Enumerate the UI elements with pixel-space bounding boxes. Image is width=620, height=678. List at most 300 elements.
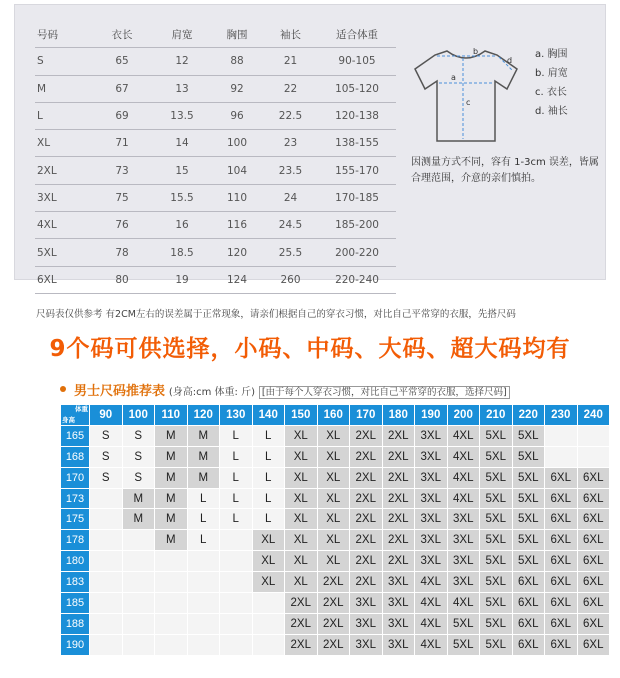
size-recommendation-cell: 3XL [415,446,448,467]
size-recommendation-cell [90,488,123,509]
size-recommendation-cell: XL [285,425,318,446]
size-recommendation-cell: 3XL [382,572,415,593]
size-row [35,102,396,129]
size-value-cell: 14 [175,137,189,150]
size-value-cell: 200-220 [335,246,379,259]
size-recommendation-cell: S [122,446,155,467]
size-recommendation-cell [545,425,578,446]
size-recommendation-cell: 5XL [480,593,513,614]
size-recommendation-cell: L [220,425,253,446]
size-chart-table [35,21,396,294]
size-label-cell: XL [37,137,51,150]
measurement-note: 因测量方式不同，容有 1-3cm 误差，皆属合理范围，介意的亲们慎拍。 [411,157,599,184]
weight-header-cell: 110 [155,405,188,426]
size-recommendation-cell: XL [252,551,285,572]
size-recommendation-cell: 5XL [512,551,545,572]
size-recommendation-cell: 3XL [382,613,415,634]
size-recommendation-cell: XL [285,530,318,551]
size-label-cell: 2XL [37,164,57,177]
size-value-cell: 22.5 [278,110,303,123]
size-recommendation-cell: 6XL [545,467,578,488]
size-recommendation-cell: 4XL [447,425,480,446]
tshirt-outline [415,51,517,141]
size-recommendation-cell: 6XL [545,551,578,572]
size-value-cell: 124 [226,273,248,286]
size-recommendation-cell: 5XL [480,425,513,446]
size-recommendation-cell: 2XL [382,530,415,551]
size-recommendation-cell: 5XL [480,509,513,530]
size-recommendation-cell [220,613,253,634]
corner-weight-label: 体重 [75,406,88,413]
size-recommendation-cell: 2XL [350,467,383,488]
corner-height-label: 身高 [62,416,75,424]
size-value-cell: 23.5 [278,164,303,177]
size-value-cell: 110 [226,191,248,204]
size-value-cell: 23 [283,137,298,150]
diagram-label-c: c [466,98,471,107]
size-recommendation-cell: 3XL [350,593,383,614]
size-label-cell: 6XL [37,273,57,286]
size-recommendation-cell [155,551,188,572]
size-recommendation-cell: 6XL [577,551,610,572]
size-value-cell: 105-120 [335,82,379,95]
size-recommendation-cell: 3XL [350,634,383,655]
size-recommendation-cell: 2XL [285,634,318,655]
recommend-table [60,404,610,656]
height-row [61,509,610,530]
header-cell: 适合体重 [336,28,378,41]
size-recommendation-cell: L [220,446,253,467]
size-recommendation-cell: 5XL [480,467,513,488]
height-row [61,446,610,467]
height-header-cell: 183 [61,572,90,593]
height-row [61,572,610,593]
size-value-cell: 13 [175,82,189,95]
corner-cell [61,405,90,426]
size-recommendation-cell: 2XL [350,425,383,446]
size-recommendation-cell: XL [317,509,350,530]
recommend-subtitle: (身高:cm 体重: 斤) [168,387,255,398]
size-recommendation-cell: XL [317,446,350,467]
size-label-cell: 3XL [37,191,57,204]
size-recommendation-cell: XL [285,446,318,467]
size-recommendation-cell: 6XL [545,593,578,614]
size-recommendation-cell: XL [317,488,350,509]
size-recommendation-cell: 2XL [382,425,415,446]
size-value-cell: 80 [115,273,129,286]
size-value-cell: 67 [115,82,129,95]
height-row [61,613,610,634]
header-cell: 袖长 [280,28,301,41]
size-value-cell: 220-240 [335,273,379,286]
size-recommendation-cell: 4XL [415,613,448,634]
size-recommendation-cell: M [122,509,155,530]
height-header-cell: 170 [61,467,90,488]
size-recommendation-cell [90,613,123,634]
height-header-cell: 173 [61,488,90,509]
size-recommendation-cell: L [252,509,285,530]
size-recommendation-cell [252,593,285,614]
size-value-cell: 155-170 [335,164,379,177]
height-row [61,634,610,655]
size-recommendation-cell: 6XL [545,613,578,634]
size-recommendation-cell: 6XL [512,613,545,634]
size-value-cell: 15 [175,164,189,177]
weight-header-cell: 210 [480,405,513,426]
size-value-cell: 71 [115,137,129,150]
headline-banner: 9个码可供选择，小码、中码、大码、超大码均有 [49,336,571,362]
weight-header-cell: 150 [285,405,318,426]
size-recommendation-cell: 6XL [545,634,578,655]
size-recommendation-cell: 5XL [512,488,545,509]
size-recommendation-cell: M [187,425,220,446]
size-recommendation-cell: 6XL [545,572,578,593]
height-header-cell: 178 [61,530,90,551]
size-value-cell: 120 [226,246,248,259]
size-recommendation-cell: L [220,509,253,530]
size-recommendation-cell: 6XL [512,572,545,593]
size-recommendation-cell: 3XL [382,634,415,655]
size-recommendation-cell [122,593,155,614]
size-recommendation-cell: 2XL [317,613,350,634]
size-value-cell: 76 [115,219,129,232]
height-row [61,530,610,551]
size-chart-header-row [35,21,396,48]
size-recommendation-cell: 2XL [382,488,415,509]
size-recommendation-cell: 3XL [447,551,480,572]
size-recommendation-cell: 2XL [285,613,318,634]
size-recommendation-cell: 5XL [512,425,545,446]
size-recommendation-cell: XL [285,488,318,509]
weight-header-cell: 90 [90,405,123,426]
weight-header-cell: 190 [415,405,448,426]
size-value-cell: 90-105 [338,55,376,68]
size-recommendation-cell [90,551,123,572]
size-recommendation-cell: 5XL [480,613,513,634]
size-recommendation-cell: S [122,425,155,446]
size-recommendation-cell: 2XL [285,593,318,614]
size-value-cell: 21 [283,55,298,68]
size-value-cell: 22 [283,82,298,95]
size-recommendation-cell: XL [317,425,350,446]
size-recommendation-cell [90,593,123,614]
size-recommendation-cell: 2XL [382,551,415,572]
size-recommendation-cell: M [155,530,188,551]
size-value-cell: 24 [283,191,298,204]
size-value-cell: 185-200 [335,219,379,232]
size-recommendation-cell [187,593,220,614]
size-value-cell: 19 [175,273,189,286]
size-label-cell: L [37,110,43,123]
size-recommendation-cell: 3XL [415,488,448,509]
recommend-body [61,425,610,655]
size-recommendation-cell: M [187,446,220,467]
size-recommendation-cell: M [155,467,188,488]
size-label-cell: 5XL [37,246,57,259]
size-recommendation-cell [90,572,123,593]
size-recommendation-cell: 5XL [480,551,513,572]
weight-header-cell: 200 [447,405,480,426]
recommend-title-bar [74,380,510,399]
size-recommendation-cell [252,613,285,634]
size-recommendation-cell [155,634,188,655]
weight-header-cell: 130 [220,405,253,426]
size-recommendation-cell: L [252,467,285,488]
size-recommendation-cell: 2XL [382,467,415,488]
size-value-cell: 260 [280,273,301,286]
size-row [35,130,396,157]
size-recommendation-cell [122,530,155,551]
size-recommendation-cell [122,551,155,572]
size-recommendation-cell: L [252,446,285,467]
size-recommendation-cell: L [220,488,253,509]
size-recommendation-cell [220,530,253,551]
size-recommendation-cell: 3XL [447,509,480,530]
size-recommendation-cell: 3XL [415,509,448,530]
size-value-cell: 170-185 [335,191,379,204]
size-recommendation-cell: XL [317,530,350,551]
diagram-label-a: a [451,73,456,82]
size-value-cell: 18.5 [170,246,194,259]
size-recommendation-cell: L [252,488,285,509]
size-value-cell: 25.5 [278,246,303,259]
size-recommendation-cell: 2XL [350,551,383,572]
recommend-note: [由于每个人穿衣习惯，对比自己平常穿的衣服，选择尺码] [259,386,510,399]
size-value-cell: 69 [115,110,129,123]
header-cell: 肩宽 [171,28,193,41]
size-recommendation-cell: 5XL [447,634,480,655]
size-recommendation-cell [220,634,253,655]
bullet-dot-icon [60,386,66,392]
reference-note: 尺码表仅供参考 有2CM左右的误差属于正常现象，请亲们根据自己的穿衣习惯，对比自己平常穿的衣服，先搭尺码 [36,309,516,320]
size-chart-body [35,48,396,294]
size-recommendation-cell: 6XL [577,613,610,634]
height-row [61,425,610,446]
size-recommendation-cell: 6XL [577,572,610,593]
recommend-title: 男士尺码推荐表 [74,384,166,399]
height-header-cell: 180 [61,551,90,572]
size-value-cell: 120-138 [335,110,379,123]
size-recommendation-cell: L [187,488,220,509]
size-recommendation-cell: 3XL [415,551,448,572]
header-cell: 号码 [37,28,58,41]
size-recommendation-cell: 3XL [447,572,480,593]
size-recommendation-cell: 2XL [317,572,350,593]
size-chart-card [14,4,606,286]
height-header-cell: 190 [61,634,90,655]
size-recommendation-cell: 2XL [350,446,383,467]
size-recommendation-cell [122,613,155,634]
size-recommendation-cell: 4XL [447,467,480,488]
size-recommendation-cell [155,593,188,614]
size-recommendation-cell: 5XL [447,613,480,634]
size-recommendation-cell: 2XL [382,509,415,530]
size-recommendation-cell: XL [252,530,285,551]
size-recommendation-cell [90,530,123,551]
size-recommendation-cell: 5XL [512,446,545,467]
size-recommendation-cell [187,572,220,593]
size-value-cell: 24.5 [278,219,303,232]
diagram-label-b: b [473,47,479,56]
height-header-cell: 188 [61,613,90,634]
header-cell: 衣长 [111,28,133,41]
size-recommendation-cell: 4XL [447,446,480,467]
size-recommendation-cell: M [122,488,155,509]
size-recommendation-cell: XL [285,467,318,488]
size-recommendation-cell [187,551,220,572]
size-recommendation-cell: 5XL [512,467,545,488]
weight-header-cell: 100 [122,405,155,426]
weight-header-cell: 230 [545,405,578,426]
size-recommendation-cell: S [90,467,123,488]
size-recommendation-cell: XL [285,551,318,572]
size-value-cell: 73 [115,164,129,177]
legend-item: b. 肩宽 [535,68,568,79]
size-recommendation-cell: M [187,467,220,488]
size-recommendation-cell: 2XL [350,488,383,509]
size-recommendation-cell [155,613,188,634]
size-recommendation-cell: 4XL [415,593,448,614]
weight-header-cell: 170 [350,405,383,426]
size-recommendation-cell: 6XL [577,467,610,488]
height-row [61,551,610,572]
height-row [61,488,610,509]
size-recommendation-cell: L [252,425,285,446]
size-value-cell: 78 [115,246,129,259]
size-recommendation-cell: 6XL [512,634,545,655]
size-recommendation-cell: 6XL [545,488,578,509]
size-recommendation-cell: 5XL [480,572,513,593]
height-header-cell: 165 [61,425,90,446]
size-label-cell: 4XL [37,219,57,232]
size-recommendation-cell: 2XL [317,634,350,655]
size-value-cell: 92 [230,82,244,95]
size-value-cell: 16 [175,219,189,232]
size-recommendation-cell: 3XL [350,613,383,634]
size-recommendation-cell: XL [317,551,350,572]
legend-item: c. 衣长 [535,87,567,98]
size-row [35,75,396,102]
height-header-cell: 168 [61,446,90,467]
size-recommendation-cell: M [155,488,188,509]
size-value-cell: 13.5 [170,110,194,123]
size-recommendation-cell: 4XL [415,634,448,655]
size-recommendation-cell: 6XL [577,593,610,614]
size-recommendation-cell: 3XL [382,593,415,614]
size-value-cell: 88 [230,55,244,68]
size-value-cell: 12 [175,55,189,68]
size-recommendation-cell: 6XL [577,634,610,655]
size-row [35,48,396,75]
size-value-cell: 138-155 [335,137,379,150]
size-recommendation-cell: 6XL [545,509,578,530]
size-recommendation-cell: 5XL [480,446,513,467]
size-recommendation-cell: 3XL [415,467,448,488]
size-recommendation-cell: M [155,425,188,446]
size-recommendation-cell: 3XL [415,425,448,446]
height-row [61,593,610,614]
size-recommendation-cell: 5XL [480,634,513,655]
size-row [35,184,396,211]
size-recommendation-cell [577,425,610,446]
size-value-cell: 15.5 [170,191,194,204]
size-recommendation-cell: 2XL [350,572,383,593]
size-label-cell: S [37,55,44,68]
size-recommendation-cell: XL [285,509,318,530]
size-recommendation-cell: L [187,530,220,551]
size-recommendation-cell [90,509,123,530]
height-header-cell: 175 [61,509,90,530]
size-recommendation-cell: 2XL [317,593,350,614]
size-recommendation-cell: XL [252,572,285,593]
size-recommendation-cell: L [187,509,220,530]
size-recommendation-cell: 6XL [577,530,610,551]
size-recommendation-cell: 4XL [415,572,448,593]
size-recommendation-cell [220,593,253,614]
size-value-cell: 104 [226,164,248,177]
size-recommendation-cell: 5XL [480,530,513,551]
header-cell: 胸围 [226,28,248,41]
size-recommendation-cell: 2XL [350,509,383,530]
size-value-cell: 75 [115,191,129,204]
size-value-cell: 100 [226,137,248,150]
size-recommendation-cell: 2XL [382,446,415,467]
diagram-label-d: d [507,56,513,65]
size-recommendation-cell [545,446,578,467]
legend-item: d. 袖长 [535,106,568,117]
weight-header-cell: 120 [187,405,220,426]
size-recommendation-cell [90,634,123,655]
size-recommendation-cell [155,572,188,593]
size-value-cell: 65 [115,55,129,68]
size-recommendation-cell: M [155,509,188,530]
weight-header-cell: 180 [382,405,415,426]
size-row [35,157,396,184]
size-recommendation-cell [220,551,253,572]
size-row [35,266,396,293]
size-recommendation-cell [187,613,220,634]
size-recommendation-cell: 4XL [447,488,480,509]
size-recommendation-cell: 6XL [545,530,578,551]
size-recommendation-cell: M [155,446,188,467]
tshirt-diagram [407,43,525,151]
size-recommendation-cell [122,572,155,593]
size-recommendation-cell: 6XL [577,488,610,509]
size-recommendation-cell: 2XL [350,530,383,551]
size-recommendation-cell: 5XL [512,509,545,530]
size-recommendation-cell: 4XL [447,593,480,614]
size-recommendation-cell: 3XL [447,530,480,551]
size-recommendation-cell: 3XL [415,530,448,551]
size-value-cell: 96 [230,110,244,123]
size-recommendation-cell: S [90,446,123,467]
legend-item: a. 胸围 [535,49,568,60]
diagram-legend [535,45,568,121]
weight-header-cell: 240 [577,405,610,426]
size-recommendation-cell: 6XL [512,593,545,614]
size-recommendation-cell: S [122,467,155,488]
size-recommendation-cell [187,634,220,655]
size-recommendation-cell: S [90,425,123,446]
size-row [35,212,396,239]
weight-header-row [61,405,610,426]
weight-header-cell: 160 [317,405,350,426]
size-recommendation-cell [122,634,155,655]
size-value-cell: 116 [226,219,248,232]
size-recommendation-cell: 5XL [480,488,513,509]
size-row [35,239,396,266]
weight-header-cell: 140 [252,405,285,426]
